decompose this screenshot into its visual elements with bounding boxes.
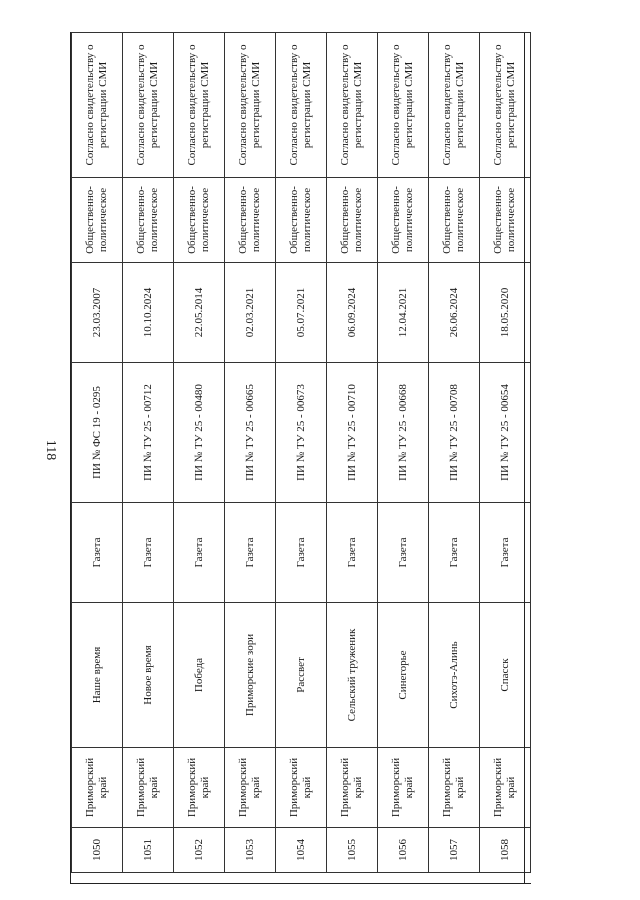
cell-distribution-territory: Согласно свидетельству о регистрации СМИ <box>225 33 276 178</box>
table-row <box>72 33 123 873</box>
cell-specialization: Общественно-политическое <box>72 178 123 263</box>
cell-region: Приморский край <box>429 748 480 828</box>
cell-number: 1053 <box>225 828 276 873</box>
cell-region: Приморский край <box>123 748 174 828</box>
cell-media-name: Наше время <box>72 603 123 748</box>
cell-media-type: Газета <box>72 503 123 603</box>
cell-region: Приморский край <box>174 748 225 828</box>
cell-region: Приморский край <box>276 748 327 828</box>
cell-media-type: Газета <box>429 503 480 603</box>
cell-number: 1052 <box>174 828 225 873</box>
cell-number: 1050 <box>72 828 123 873</box>
table-body <box>72 33 531 873</box>
cell-media-name: Синегорье <box>378 603 429 748</box>
table-row <box>123 33 174 873</box>
cell-registration-number: ПИ № ФС 19 - 0295 <box>72 363 123 503</box>
cell-registration-date: 05.07.2021 <box>276 263 327 363</box>
cell-registration-date: 22.05.2014 <box>174 263 225 363</box>
cell-media-name: Спасск <box>480 603 531 748</box>
cell-registration-number: ПИ № ТУ 25 - 00708 <box>429 363 480 503</box>
cell-media-name: Приморские зори <box>225 603 276 748</box>
cell-specialization: Общественно-политическое <box>276 178 327 263</box>
cell-distribution-territory: Согласно свидетельству о регистрации СМИ <box>429 33 480 178</box>
cell-media-type: Газета <box>225 503 276 603</box>
cell-region: Приморский край <box>378 748 429 828</box>
cell-number: 1051 <box>123 828 174 873</box>
cell-specialization: Общественно-политическое <box>480 178 531 263</box>
cell-registration-date: 26.06.2024 <box>429 263 480 363</box>
cell-media-name: Новое время <box>123 603 174 748</box>
cell-distribution-territory: Согласно свидетельству о регистрации СМИ <box>480 33 531 178</box>
table-row <box>327 33 378 873</box>
cell-specialization: Общественно-политическое <box>429 178 480 263</box>
cell-number: 1057 <box>429 828 480 873</box>
cell-specialization: Общественно-политическое <box>225 178 276 263</box>
table-row <box>276 33 327 873</box>
cell-number: 1054 <box>276 828 327 873</box>
table-row <box>429 33 480 873</box>
cell-registration-number: ПИ № ТУ 25 - 00665 <box>225 363 276 503</box>
cell-registration-date: 06.09.2024 <box>327 263 378 363</box>
cell-media-name: Сельский труженик <box>327 603 378 748</box>
cell-specialization: Общественно-политическое <box>123 178 174 263</box>
cell-specialization: Общественно-политическое <box>327 178 378 263</box>
cell-media-type: Газета <box>480 503 531 603</box>
cell-registration-number: ПИ № ТУ 25 - 00673 <box>276 363 327 503</box>
cell-region: Приморский край <box>72 748 123 828</box>
cell-distribution-territory: Согласно свидетельству о регистрации СМИ <box>276 33 327 178</box>
cell-media-name: Победа <box>174 603 225 748</box>
cell-distribution-territory: Согласно свидетельству о регистрации СМИ <box>174 33 225 178</box>
cell-region: Приморский край <box>327 748 378 828</box>
cell-distribution-territory: Согласно свидетельству о регистрации СМИ <box>378 33 429 178</box>
cell-registration-date: 02.03.2021 <box>225 263 276 363</box>
cell-distribution-territory: Согласно свидетельству о регистрации СМИ <box>123 33 174 178</box>
cell-registration-date: 12.04.2021 <box>378 263 429 363</box>
cell-registration-number: ПИ № ТУ 25 - 00654 <box>480 363 531 503</box>
cell-media-type: Газета <box>327 503 378 603</box>
cell-distribution-territory: Согласно свидетельству о регистрации СМИ <box>327 33 378 178</box>
cell-specialization: Общественно-политическое <box>174 178 225 263</box>
cell-media-type: Газета <box>174 503 225 603</box>
cell-number: 1056 <box>378 828 429 873</box>
cell-number: 1058 <box>480 828 531 873</box>
table-row <box>480 33 531 873</box>
cell-region: Приморский край <box>225 748 276 828</box>
cell-media-name: Сихотэ-Алинь <box>429 603 480 748</box>
cell-registration-number: ПИ № ТУ 25 - 00712 <box>123 363 174 503</box>
cell-media-type: Газета <box>378 503 429 603</box>
cell-media-name: Рассвет <box>276 603 327 748</box>
cell-specialization: Общественно-политическое <box>378 178 429 263</box>
cell-registration-number: ПИ № ТУ 25 - 00710 <box>327 363 378 503</box>
page-number: 118 <box>43 439 58 461</box>
cell-region: Приморский край <box>480 748 531 828</box>
cell-distribution-territory: Согласно свидетельству о регистрации СМИ <box>72 33 123 178</box>
cell-registration-date: 18.05.2020 <box>480 263 531 363</box>
cell-registration-date: 23.03.2007 <box>72 263 123 363</box>
cell-registration-number: ПИ № ТУ 25 - 00480 <box>174 363 225 503</box>
registry-table-frame <box>70 32 531 884</box>
table-row <box>225 33 276 873</box>
table-row <box>378 33 429 873</box>
cell-registration-date: 10.10.2024 <box>123 263 174 363</box>
table-row <box>174 33 225 873</box>
media-registry-table <box>71 32 531 873</box>
cell-number: 1055 <box>327 828 378 873</box>
cell-media-type: Газета <box>123 503 174 603</box>
cell-media-type: Газета <box>276 503 327 603</box>
cell-registration-number: ПИ № ТУ 25 - 00668 <box>378 363 429 503</box>
